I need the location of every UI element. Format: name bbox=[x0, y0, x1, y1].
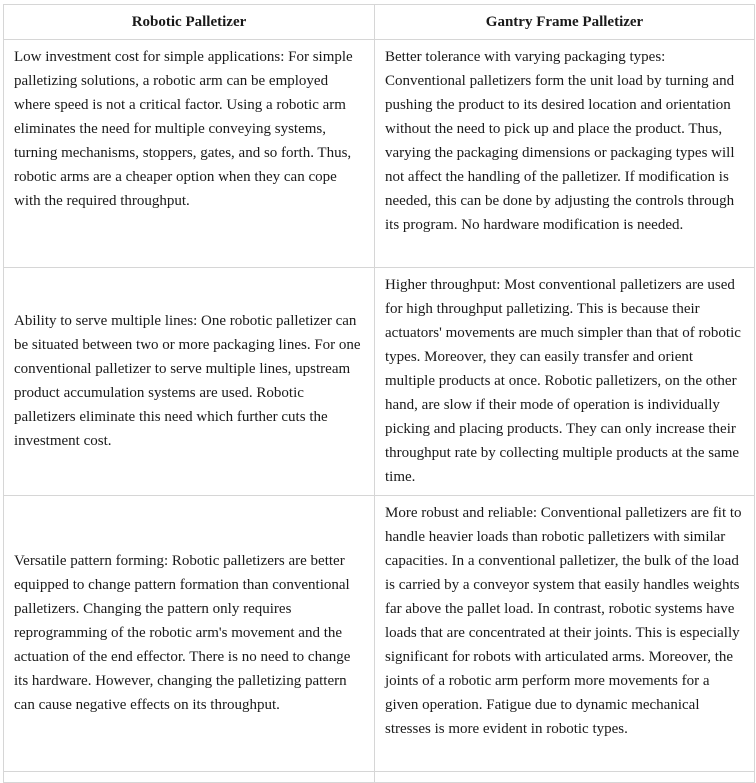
gantry-cell-packaging-tolerance: Better tolerance with varying packaging types: Conventional palletizers form the unit load by turning and pushing the product to its desired location and orientation without the need to pick up and place the product. Thus, varying the packaging dimensions or packaging types will not affect the handling of the palletizer. If modification is needed, this can be done by adjusting the controls through its program. No hardware modification is needed. bbox=[375, 40, 755, 268]
table-row bbox=[4, 40, 755, 268]
header-row bbox=[4, 5, 755, 40]
table-row-partial bbox=[4, 772, 755, 783]
gantry-cell-higher-throughput: Higher throughput: Most conventional palletizers are used for high throughput palletizing. This is because their actuators' movements are much simpler than that of robotic types. Moreover, they can easily transfer and orient multiple products at once. Robotic palletizers, on the other hand, are slow if their mode of operation is individually picking and placing products. They can only increase their throughput rate by collecting multiple products at the same time. bbox=[375, 268, 755, 496]
header-robotic-palletizer: Robotic Palletizer bbox=[4, 5, 375, 40]
robotic-cell-pattern-forming: Versatile pattern forming: Robotic palletizers are better equipped to change pattern formation than conventional palletizers. Changing the pattern only requires reprogramming of the robotic arm's movement and the actuation of the end effector. There is no need to change its hardware. However, changing the palletizing pattern can cause negative effects on its throughput. bbox=[4, 496, 375, 772]
empty-cell bbox=[375, 772, 755, 783]
header-gantry-frame-palletizer: Gantry Frame Palletizer bbox=[375, 5, 755, 40]
robotic-cell-multiple-lines: Ability to serve multiple lines: One robotic palletizer can be situated between two or more packaging lines. For one conventional palletizer to serve multiple lines, upstream product accumulation systems are used. Robotic palletizers eliminate this need which further cuts the investment cost. bbox=[4, 268, 375, 496]
robotic-cell-investment-cost: Low investment cost for simple applications: For simple palletizing solutions, a robotic arm can be employed where speed is not a critical factor. Using a robotic arm eliminates the need for multiple conveying systems, turning mechanisms, stoppers, gates, and so forth. Thus, robotic arms are a cheaper option when they can cope with the required throughput. bbox=[4, 40, 375, 268]
empty-cell bbox=[4, 772, 375, 783]
comparison-table bbox=[3, 4, 755, 783]
table-row bbox=[4, 268, 755, 496]
table-row bbox=[4, 496, 755, 772]
gantry-cell-robust-reliable: More robust and reliable: Conventional palletizers are fit to handle heavier loads than robotic palletizers with similar capacities. In a conventional palletizer, the bulk of the load is carried by a conveyor system that easily handles weights far above the pallet load. In contrast, robotic systems have loads that are concentrated at their joints. This is especially significant for robots with articulated arms. Moreover, the joints of a robotic arm perform more movements for a given operation. Fatigue due to dynamic mechanical stresses is more evident in robotic types. bbox=[375, 496, 755, 772]
